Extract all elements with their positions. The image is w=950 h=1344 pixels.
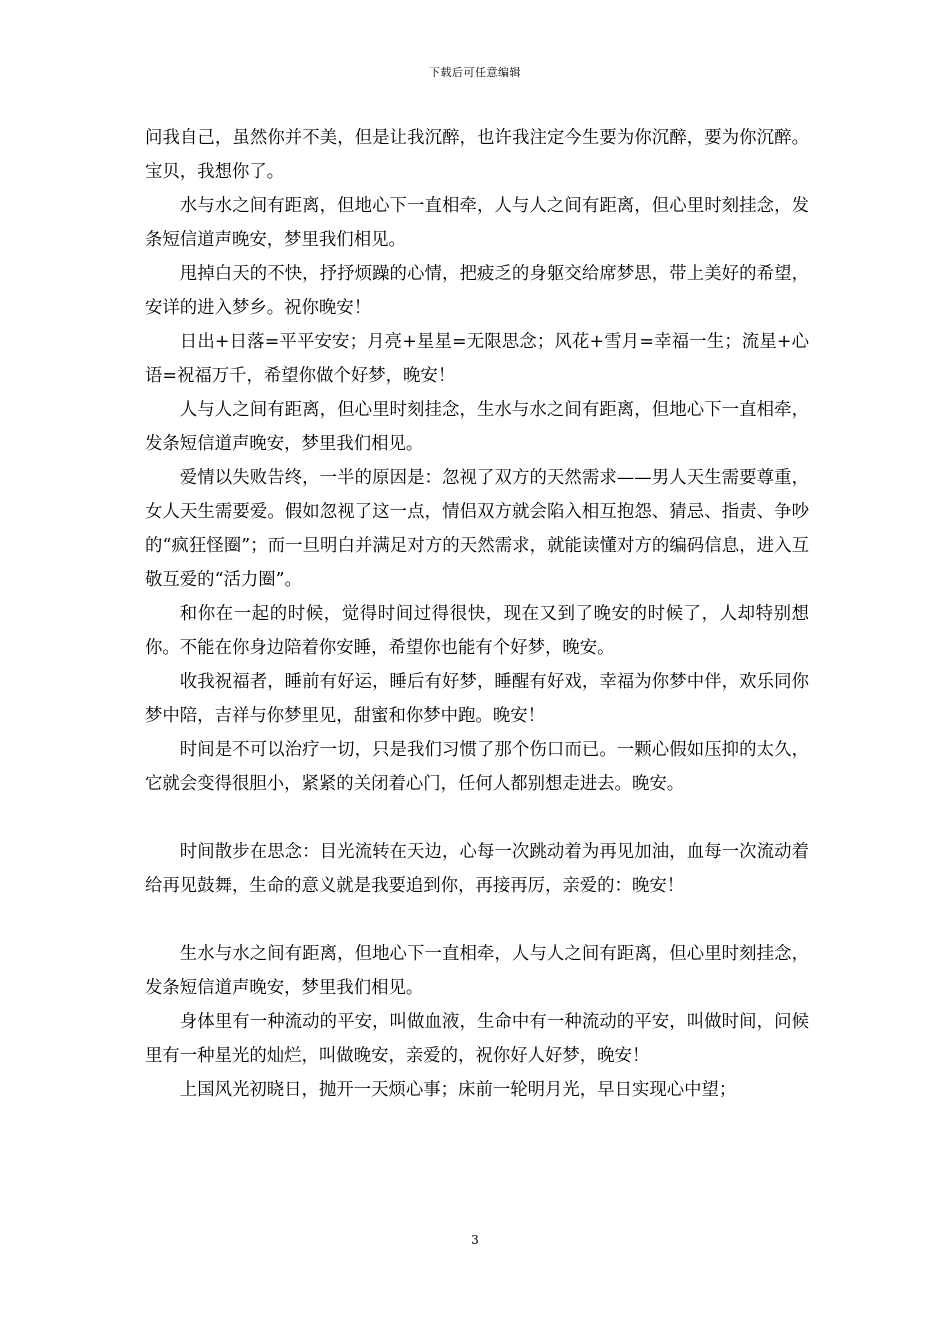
paragraph: 问我自己，虽然你并不美，但是让我沉醉，也许我注定今生要为你沉醉，要为你沉醉。宝贝，我想你了。	[145, 128, 809, 182]
paragraph: 和你在一起的时候，觉得时间过得很快，现在又到了晚安的时候了，人却特别想你。不能在你身边陪着你安睡，希望你也能有个好梦，晚安。	[145, 604, 809, 658]
page-header: 下载后可任意编辑	[429, 66, 521, 79]
paragraph: 日出+日落=平平安安；月亮+星星=无限思念；风花+雪月=幸福一生；流星+心语=祝福万千，希望你做个好梦，晚安！	[145, 332, 809, 386]
paragraph: 上国风光初晓日，抛开一天烦心事；床前一轮明月光，早日实现心中望；	[179, 1080, 737, 1100]
paragraph: 身体里有一种流动的平安，叫做血液，生命中有一种流动的平安，叫做时间，问候里有一种星光的灿烂，叫做晚安，亲爱的，祝你好人好梦，晚安！	[145, 1012, 809, 1066]
page-number: 3	[471, 1233, 479, 1247]
paragraph: 时间是不可以治疗一切，只是我们习惯了那个伤口而已。一颗心假如压抑的太久，它就会变得很胆小，紧紧的关闭着心门，任何人都别想走进去。晚安。	[145, 740, 809, 794]
paragraph: 生水与水之间有距离，但地心下一直相牵，人与人之间有距离，但心里时刻挂念，发条短信道声晚安，梦里我们相见。	[145, 944, 809, 998]
document-body	[145, 121, 809, 1107]
paragraph: 时间散步在思念：目光流转在天边，心每一次跳动着为再见加油，血每一次流动着给再见鼓舞，生命的意义就是我要追到你，再接再厉，亲爱的：晚安！	[145, 842, 809, 896]
paragraph: 人与人之间有距离，但心里时刻挂念，生水与水之间有距离，但地心下一直相牵，发条短信道声晚安，梦里我们相见。	[145, 400, 809, 454]
paragraph: 水与水之间有距离，但地心下一直相牵，人与人之间有距离，但心里时刻挂念，发条短信道声晚安，梦里我们相见。	[145, 196, 809, 250]
paragraph: 收我祝福者，睡前有好运，睡后有好梦，睡醒有好戏，幸福为你梦中伴，欢乐同你梦中陪，吉祥与你梦里见，甜蜜和你梦中跑。晚安！	[145, 672, 809, 726]
paragraph: 甩掉白天的不快，抒抒烦躁的心情，把疲乏的身躯交给席梦思，带上美好的希望，安详的进入梦乡。祝你晚安！	[145, 264, 809, 318]
paragraph: 爱情以失败告终，一半的原因是：忽视了双方的天然需求——男人天生需要尊重，女人天生需要爱。假如忽视了这一点，情侣双方就会陷入相互抱怨、猜忌、指责、争吵的“疯狂怪圈”；而一旦明白并满足对方的天然需求，就能读懂对方的编码信息，进入互敬互爱的“活力圈”。	[145, 468, 809, 590]
